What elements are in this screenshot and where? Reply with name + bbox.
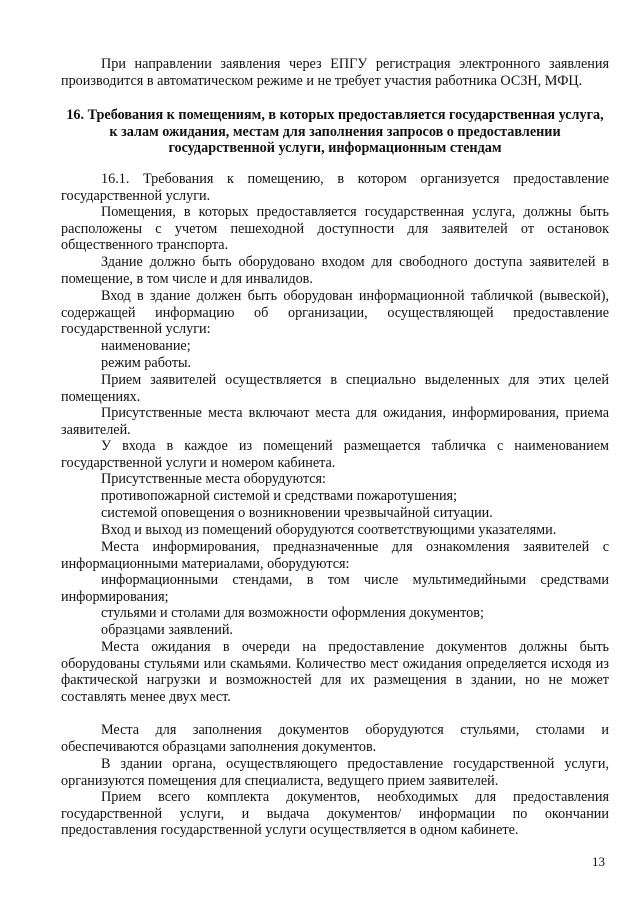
paragraph: В здании органа, осуществляющего предоставление государственной услуги, организуются помещения для специалиста, ведущего прием заявителей. xyxy=(61,756,609,789)
paragraph: У входа в каждое из помещений размещается табличка с наименованием государственной услуги и номером кабинета. xyxy=(61,438,609,471)
page-number: 13 xyxy=(592,854,605,869)
paragraph: Вход и выход из помещений оборудуются соответствующими указателями. xyxy=(101,522,557,538)
paragraph: Места информирования, предназначенные для ознакомления заявителей с информационными материалами, оборудуются: xyxy=(61,539,609,572)
list-item: противопожарной системой и средствами пожаротушения; xyxy=(101,488,458,504)
intro-paragraph: При направлении заявления через ЕПГУ регистрация электронного заявления производится в автоматическом режиме и не требует участия работника ОСЗН, МФЦ. xyxy=(61,56,609,89)
paragraph: Места для заполнения документов оборудуются стульями, столами и обеспечиваются образцами заполнения документов. xyxy=(61,722,609,755)
list-item: информационными стендами, в том числе мультимедийными средствами информирования; xyxy=(61,572,609,605)
list-item: стульями и столами для возможности оформления документов; xyxy=(101,605,484,621)
paragraph: Присутственные места оборудуются: xyxy=(101,471,326,487)
paragraph: Присутственные места включают места для ожидания, информирования, приема заявителей. xyxy=(61,405,609,438)
paragraph: Прием заявителей осуществляется в специально выделенных для этих целей помещениях. xyxy=(61,372,609,405)
paragraph-16-1: 16.1. Требования к помещению, в котором организуется предоставление государственной услуги. xyxy=(61,171,609,204)
list-item: образцами заявлений. xyxy=(101,622,233,638)
paragraph: Помещения, в которых предоставляется государственная услуга, должны быть расположены с учетом пешеходной доступности для заявителей от остановок общественного транспорта. xyxy=(61,204,609,253)
paragraph: Прием всего комплекта документов, необходимых для предоставления государственной услуги, и выдача документов/ информации по окончании предоставления государственной услуги осуществляется в одном кабинете. xyxy=(61,789,609,838)
paragraph: Здание должно быть оборудовано входом для свободного доступа заявителей в помещение, в том числе и для инвалидов. xyxy=(61,254,609,287)
list-item: системой оповещения о возникновении чрезвычайной ситуации. xyxy=(101,505,493,521)
paragraph: Места ожидания в очереди на предоставление документов должны быть оборудованы стульями или скамьями. Количество мест ожидания определяется исходя из фактической нагрузки и возможностей для их размещения в здании, но не может составлять менее двух мест. xyxy=(61,639,609,705)
list-item: наименование; xyxy=(101,338,191,354)
paragraph: Вход в здание должен быть оборудован информационной табличкой (вывеской), содержащей информацию об организации, осуществляющей предоставление государственной услуги: xyxy=(61,288,609,337)
list-item: режим работы. xyxy=(101,355,192,371)
section-heading: 16. Требования к помещениям, в которых предоставляется государственная услуга, к залам ожидания, местам для заполнения запросов о предоставлении государственной услуги, информационным стендам xyxy=(66,107,604,156)
